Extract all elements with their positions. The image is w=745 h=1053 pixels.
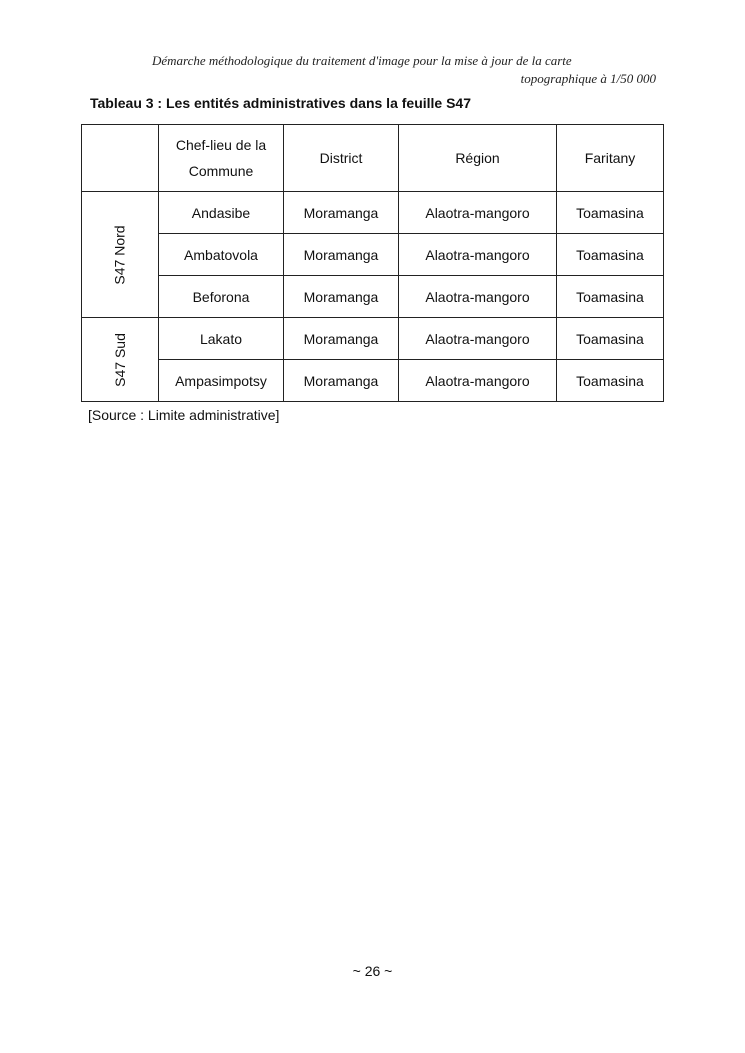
header-chef-lieu-line-1: Chef-lieu de la xyxy=(175,137,267,153)
group-label-cell-nord xyxy=(82,192,159,318)
table-row xyxy=(82,360,664,402)
source-note: [Source : Limite administrative] xyxy=(88,407,280,423)
cell-district: Moramanga xyxy=(284,276,399,318)
cell-region: Alaotra-mangoro xyxy=(399,192,557,234)
cell-commune: Ampasimpotsy xyxy=(159,360,284,402)
running-header-line-1: Démarche méthodologique du traitement d'image pour la mise à jour de la carte xyxy=(152,53,572,68)
header-cell-chef-lieu xyxy=(159,125,284,192)
cell-faritany: Toamasina xyxy=(557,276,664,318)
table-row xyxy=(82,318,664,360)
cell-district: Moramanga xyxy=(284,360,399,402)
table-row xyxy=(82,234,664,276)
cell-faritany: Toamasina xyxy=(557,360,664,402)
header-cell-empty xyxy=(82,125,159,192)
group-label-nord: S47 Nord xyxy=(112,224,128,285)
header-cell-district: District xyxy=(284,125,399,192)
cell-faritany: Toamasina xyxy=(557,192,664,234)
table-header-row xyxy=(82,125,664,192)
cell-faritany: Toamasina xyxy=(557,318,664,360)
group-label-sud: S47 Sud xyxy=(112,332,128,387)
cell-district: Moramanga xyxy=(284,192,399,234)
admin-entities-table xyxy=(81,124,664,402)
cell-region: Alaotra-mangoro xyxy=(399,360,557,402)
header-cell-region: Région xyxy=(399,125,557,192)
cell-commune: Lakato xyxy=(159,318,284,360)
header-cell-faritany: Faritany xyxy=(557,125,664,192)
cell-region: Alaotra-mangoro xyxy=(399,234,557,276)
cell-faritany: Toamasina xyxy=(557,234,664,276)
running-header-line-2: topographique à 1/50 000 xyxy=(520,71,656,86)
running-header xyxy=(140,52,656,88)
table-row xyxy=(82,276,664,318)
page-number: ~ 26 ~ xyxy=(352,963,393,979)
cell-region: Alaotra-mangoro xyxy=(399,276,557,318)
table-caption: Tableau 3 : Les entités administratives dans la feuille S47 xyxy=(90,95,471,111)
cell-commune: Ambatovola xyxy=(159,234,284,276)
cell-commune: Beforona xyxy=(159,276,284,318)
table-row xyxy=(82,192,664,234)
group-label-cell-sud xyxy=(82,318,159,402)
cell-district: Moramanga xyxy=(284,234,399,276)
cell-commune: Andasibe xyxy=(159,192,284,234)
cell-district: Moramanga xyxy=(284,318,399,360)
header-chef-lieu-line-2: Commune xyxy=(188,163,254,179)
cell-region: Alaotra-mangoro xyxy=(399,318,557,360)
